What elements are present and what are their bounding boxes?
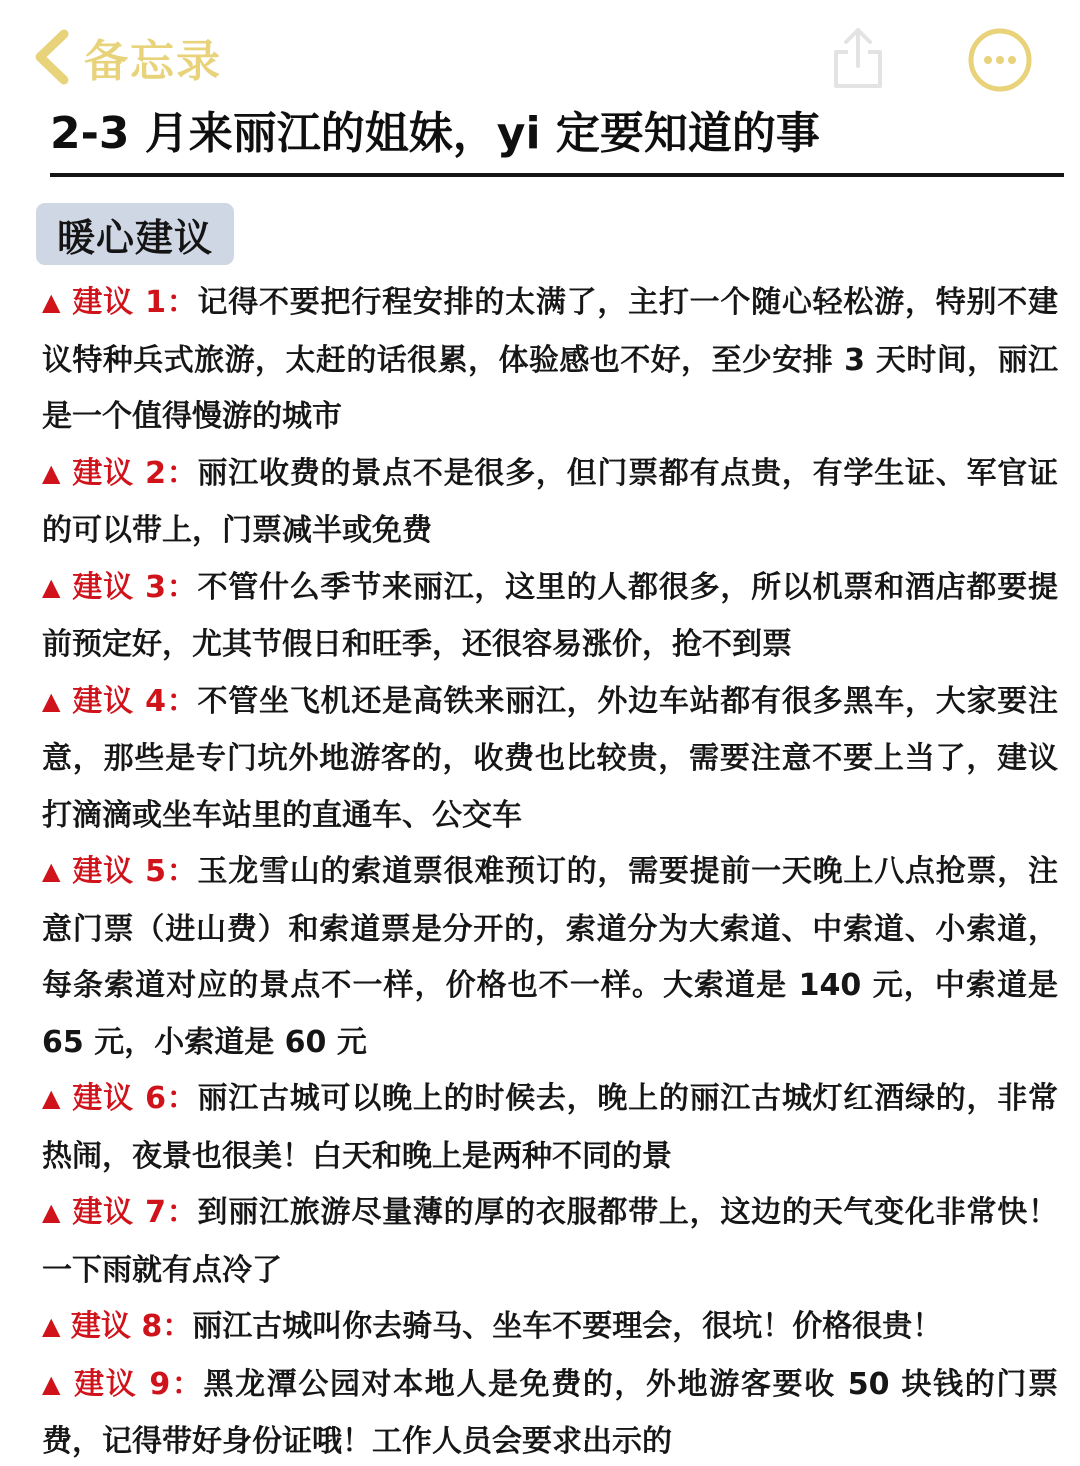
note-title: 2-3 月来丽江的姐妹，yi 定要知道的事 (50, 108, 820, 159)
back-button[interactable] (30, 22, 222, 92)
tip-item (42, 1071, 1058, 1185)
chevron-left-icon (30, 26, 76, 88)
tip-item (42, 1299, 1058, 1357)
tip-item (42, 446, 1058, 560)
tip-text: 丽江古城可以晚上的时候去，晚上的丽江古城灯红酒绿的，非常热闹，夜景也很美！白天和晚上是两种不同的景 (42, 1081, 1058, 1174)
tip-label: 建议 3： (72, 569, 198, 605)
top-bar (0, 0, 1080, 110)
section-badge (36, 203, 234, 265)
tip-item (42, 1185, 1058, 1299)
tip-label: 建议 5： (72, 854, 198, 889)
tip-label: 建议 2： (72, 455, 198, 491)
tip-item (42, 560, 1058, 674)
tip-label: 建议 7： (72, 1195, 198, 1230)
tip-text: 黑龙潭公园对本地人是免费的，外地游客要收 50 块钱的门票费，记得带好身份证哦！工作人员会要求出示的 (42, 1366, 1058, 1459)
tip-text: 丽江收费的景点不是很多，但门票都有点贵，有学生证、军官证的可以带上，门票减半或免费 (42, 455, 1058, 548)
tip-text: 到丽江旅游尽量薄的厚的衣服都带上，这边的天气变化非常快！一下雨就有点冷了 (42, 1195, 1058, 1288)
tip-label: 建议 8： (70, 1309, 193, 1344)
tip-label: 建议 6： (72, 1081, 198, 1116)
triangle-marker-icon: ▲ (42, 1312, 61, 1340)
triangle-marker-icon: ▲ (42, 572, 62, 601)
tip-item (42, 1357, 1058, 1466)
triangle-marker-icon: ▲ (42, 686, 62, 715)
tip-text: 记得不要把行程安排的太满了，主打一个随心轻松游，特别不建议特种兵式旅游，太赶的话很累，体验感也不好，至少安排 3 天时间，丽江是一个值得慢游的城市 (42, 285, 1058, 434)
triangle-marker-icon: ▲ (42, 1198, 62, 1226)
triangle-marker-icon: ▲ (42, 288, 62, 316)
tip-label: 建议 1： (72, 285, 198, 320)
back-label: 备忘录 (84, 36, 222, 87)
tip-item (42, 275, 1058, 446)
tip-item (42, 674, 1058, 845)
tip-label: 建议 4： (72, 683, 198, 719)
share-icon (826, 22, 890, 92)
title-divider (50, 173, 1064, 177)
tip-item (42, 844, 1058, 1071)
tip-text: 玉龙雪山的索道票很难预订的，需要提前一天晚上八点抢票，注意门票（进山费）和索道票是分开的，索道分为大索道、中索道、小索道，每条索道对应的景点不一样，价格也不一样。大索道是 140 元，中索道是 65 元，小索道是 60 元 (42, 854, 1058, 1060)
tip-text: 丽江古城叫你去骑马、坐车不要理会，很坑！价格很贵！ (192, 1309, 943, 1344)
more-button[interactable] (966, 26, 1034, 94)
tips-list (42, 275, 1058, 1466)
triangle-marker-icon: ▲ (42, 1369, 63, 1398)
triangle-marker-icon: ▲ (42, 458, 62, 487)
tip-label: 建议 9： (74, 1366, 204, 1402)
share-button[interactable] (826, 22, 890, 92)
tip-text: 不管坐飞机还是高铁来丽江，外边车站都有很多黑车，大家要注意，那些是专门坑外地游客的，收费也比较贵，需要注意不要上当了，建议打滴滴或坐车站里的直通车、公交车 (42, 683, 1058, 833)
tip-text: 不管什么季节来丽江，这里的人都很多，所以机票和酒店都要提前预定好，尤其节假日和旺季，还很容易涨价，抢不到票 (42, 569, 1058, 662)
triangle-marker-icon: ▲ (42, 857, 62, 885)
more-dots-icon (966, 26, 1034, 94)
section-label: 暖心建议 (56, 215, 213, 260)
triangle-marker-icon: ▲ (42, 1084, 62, 1112)
